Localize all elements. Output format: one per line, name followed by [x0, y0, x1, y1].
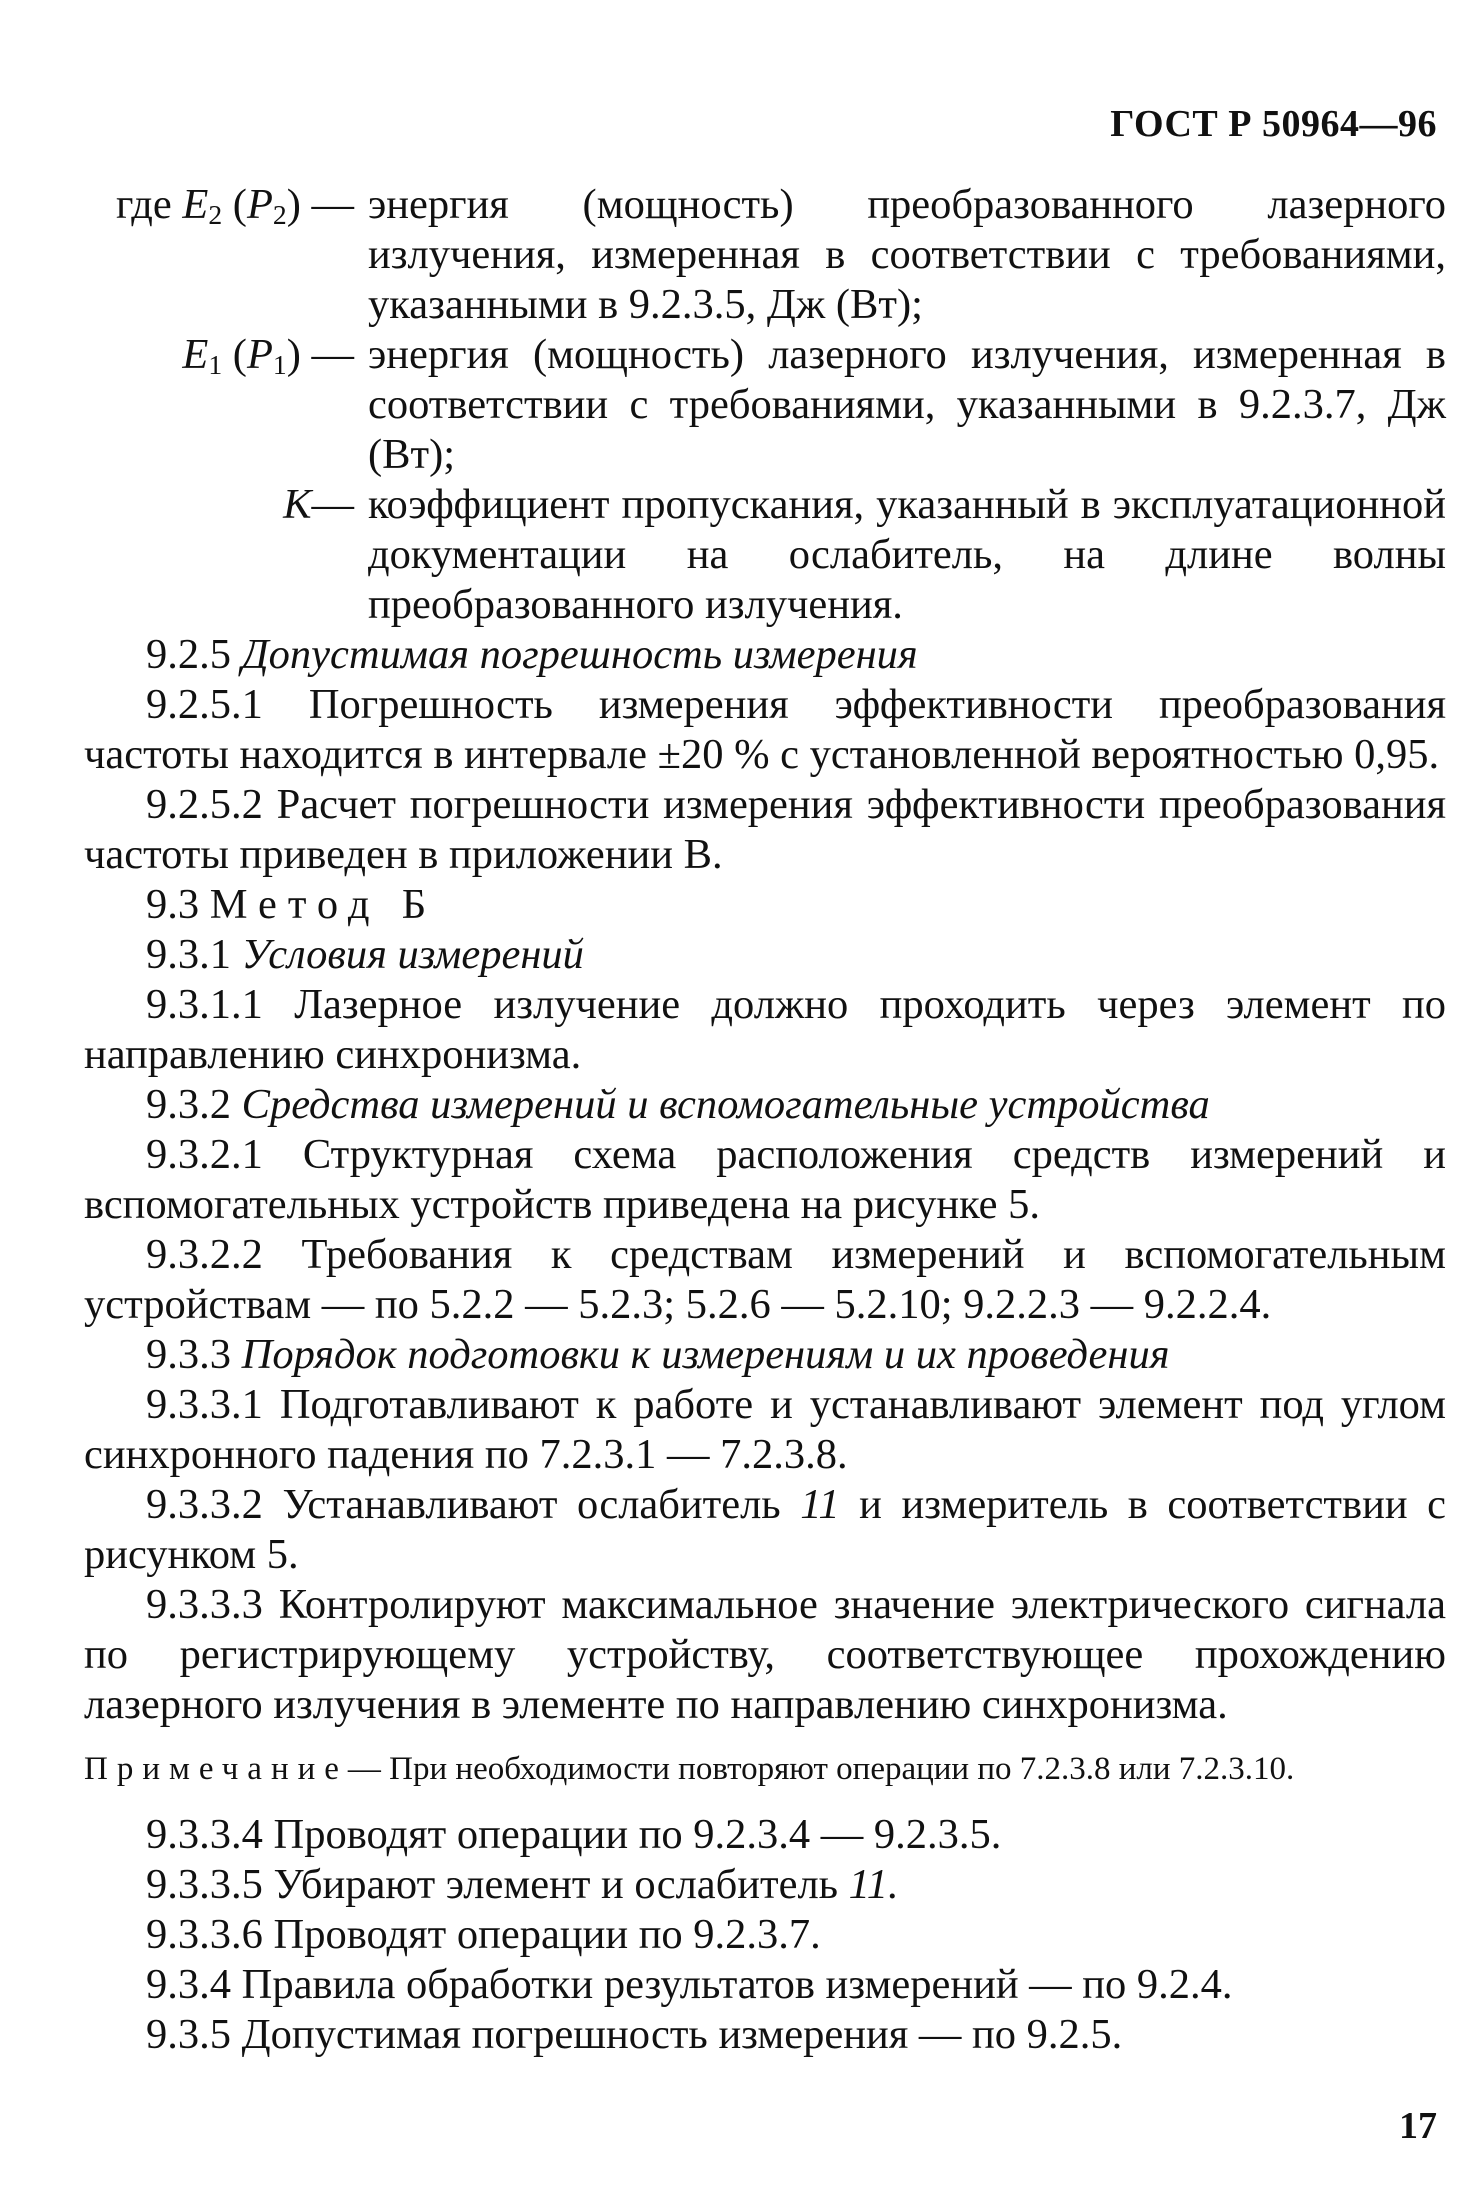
where-label: где — [115, 181, 183, 228]
symbol-letter: E — [182, 331, 209, 378]
definition-text: энергия (мощность) преобразованного лазерного излучения, измеренная в соответствии с требованиями, указанными в 9.2.3.5, Дж (Вт); — [368, 181, 1446, 328]
section-heading-9-3-1 — [84, 930, 1446, 980]
paragraph-text: 9.3.3.5 Убирают элемент и ослабитель — [146, 1861, 849, 1908]
symbol-letter: P — [246, 331, 273, 378]
paragraph-text: 9.3.3.2 Устанавливают ослабитель — [146, 1481, 801, 1528]
note-text: — При необходимости повторяют операции по 7.2.3.8 или 7.2.3.10. — [347, 1751, 1295, 1787]
section-heading-9-3-3 — [84, 1330, 1446, 1380]
section-number: 9.3.1 — [146, 931, 231, 978]
definition-symbol — [84, 480, 368, 630]
document-body — [84, 180, 1446, 2060]
note — [84, 1750, 1446, 1788]
section-title: Метод — [209, 881, 381, 928]
page-number: 17 — [1399, 2105, 1437, 2147]
section-heading-9-2-5 — [84, 630, 1446, 680]
figure-item-ref: 11 — [800, 1481, 840, 1528]
definition-dash: — — [311, 481, 354, 528]
section-title: Порядок подготовки к измерениям и их проведения — [241, 1331, 1170, 1378]
section-number: 9.3 — [146, 881, 200, 928]
section-heading-9-3 — [84, 880, 1446, 930]
standard-header: ГОСТ Р 50964—96 — [1110, 103, 1437, 145]
paragraph-9-3-3-3: 9.3.3.3 Контролируют максимальное значение электрического сигнала по регистрирующему устройству, соответствующее прохождению лазерного излучения в элементе по направлению синхронизма. — [84, 1581, 1446, 1728]
symbol-definitions — [84, 180, 1446, 630]
paragraph-9-3-3-4: 9.3.3.4 Проводят операции по 9.2.3.4 — 9.2.3.5. — [146, 1811, 1002, 1858]
definition-row-e2 — [84, 180, 1446, 330]
paragraph-9-3-2-2: 9.3.2.2 Требования к средствам измерений и вспомогательным устройствам — по 5.2.2 — 5.2.3; 5.2.6 — 5.2.10; 9.2.2.3 — 9.2.2.4. — [84, 1231, 1446, 1328]
section-number: 9.2.5 — [146, 631, 231, 678]
definition-symbol: где $E_2$ $(P_2)$ — — [115, 181, 354, 230]
definition-dash: — — [300, 181, 354, 228]
paragraph-9-3-5: 9.3.5 Допустимая погрешность измерения — по 9.2.5. — [146, 2011, 1123, 2058]
section-title: Условия измерений — [241, 931, 584, 978]
paragraph-text: и измеритель в соответствии с рисунком 5. — [84, 1481, 1446, 1578]
paragraph-9-2-5-1: 9.2.5.1 Погрешность измерения эффективности преобразования частоты находится в интервале ±20 % с установленной вероятностью 0,95. — [84, 681, 1446, 778]
symbol-letter: E — [182, 181, 209, 228]
paragraph-9-3-3-6: 9.3.3.6 Проводят операции по 9.2.3.7. — [146, 1911, 821, 1958]
paragraph-9-3-3-1: 9.3.3.1 Подготавливают к работе и устанавливают элемент под углом синхронного падения по 7.2.3.1 — 7.2.3.8. — [84, 1381, 1446, 1478]
paragraph-9-2-5-2: 9.2.5.2 Расчет погрешности измерения эффективности преобразования частоты приведен в приложении В. — [84, 781, 1446, 878]
definition-text: энергия (мощность) лазерного излучения, измеренная в соответствии с требованиями, указанными в 9.2.3.7, Дж (Вт); — [368, 331, 1446, 478]
note-label: Примечание — [84, 1751, 348, 1787]
section-number: 9.3.3 — [146, 1331, 231, 1378]
paragraph-9-3-3-5 — [84, 1860, 1446, 1910]
symbol-letter: P — [246, 181, 273, 228]
definition-symbol: $E_1$ $(P_1)$ — — [182, 331, 354, 380]
section-heading-9-3-2 — [84, 1080, 1446, 1130]
definition-dash: — — [300, 331, 354, 378]
symbol-subscript: 2 — [272, 199, 287, 230]
definition-row-e1 — [84, 330, 1446, 480]
section-title: Средства измерений и вспомогательные устройства — [241, 1081, 1210, 1128]
section-number: 9.3.2 — [146, 1081, 231, 1128]
symbol-subscript: 1 — [272, 349, 287, 380]
paragraph-9-3-1-1: 9.3.1.1 Лазерное излучение должно проходить через элемент по направлению синхронизма. — [84, 981, 1446, 1078]
definition-text: коэффициент пропускания, указанный в эксплуатационной документации на ослабитель, на длине волны преобразованного излучения. — [368, 481, 1446, 628]
figure-item-ref: 11. — [848, 1861, 899, 1908]
definition-row-k — [84, 480, 1446, 630]
paragraph-9-3-2-1: 9.3.2.1 Структурная схема расположения средств измерений и вспомогательных устройств приведена на рисунке 5. — [84, 1131, 1446, 1228]
section-title: Допустимая погрешность измерения — [241, 631, 918, 678]
paragraph-9-3-4: 9.3.4 Правила обработки результатов измерений — по 9.2.4. — [146, 1961, 1233, 2008]
symbol-subscript: 2 — [208, 199, 223, 230]
paragraph-9-3-3-2 — [84, 1480, 1446, 1580]
method-letter: Б — [401, 881, 427, 928]
symbol-letter: K — [283, 481, 312, 528]
symbol-subscript: 1 — [208, 349, 223, 380]
